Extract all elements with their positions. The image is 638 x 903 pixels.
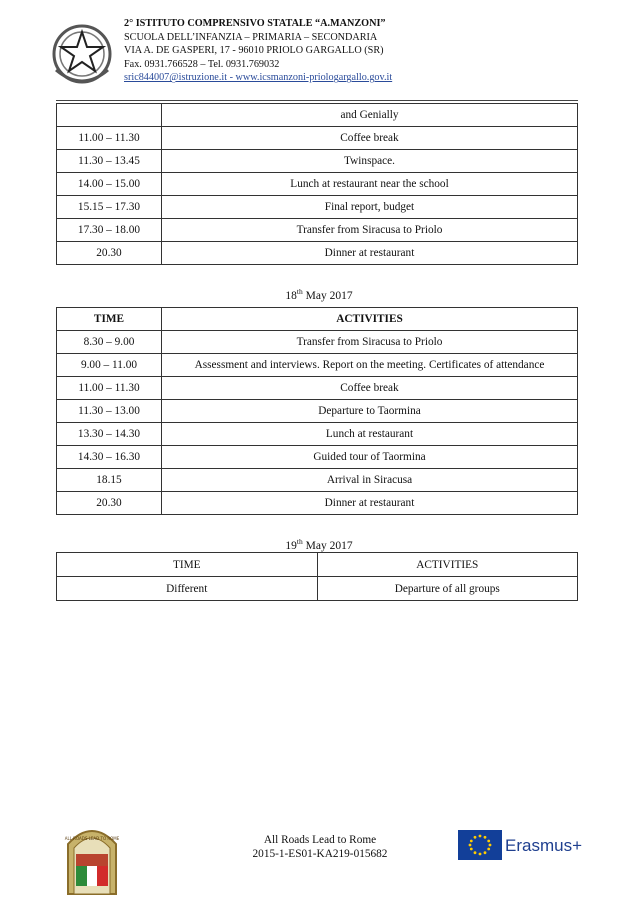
time-cell bbox=[57, 104, 162, 127]
project-info bbox=[200, 833, 440, 861]
time-cell: 20.30 bbox=[57, 492, 162, 515]
activity-cell: Coffee break bbox=[162, 127, 578, 150]
date-heading-18-may: 18th May 2017 bbox=[285, 287, 353, 302]
table-header-row bbox=[57, 308, 578, 331]
time-cell: 17.30 – 18.00 bbox=[57, 219, 162, 242]
table-row bbox=[57, 127, 578, 150]
time-cell: 11.00 – 11.30 bbox=[57, 377, 162, 400]
table-row bbox=[57, 196, 578, 219]
table-row bbox=[57, 219, 578, 242]
table-row bbox=[57, 400, 578, 423]
activity-cell: Assessment and interviews. Report on the meeting. Certificates of attendance bbox=[162, 354, 578, 377]
time-cell: 8.30 – 9.00 bbox=[57, 331, 162, 354]
activity-cell: Lunch at restaurant near the school bbox=[162, 173, 578, 196]
italian-republic-emblem-icon bbox=[50, 20, 114, 90]
activity-cell: Transfer from Siracusa to Priolo bbox=[162, 331, 578, 354]
table-row bbox=[57, 492, 578, 515]
table-row bbox=[57, 173, 578, 196]
school-type: SCUOLA DELL’INFANZIA – PRIMARIA – SECONDARIA bbox=[124, 31, 378, 43]
schedule-table-18-may bbox=[56, 307, 578, 515]
schedule-table-19-may bbox=[56, 552, 578, 601]
table-row bbox=[57, 446, 578, 469]
table-row bbox=[57, 354, 578, 377]
school-contact-link[interactable]: sric844007@istruzione.it - www.icsmanzoni-priologargallo.gov.it bbox=[124, 72, 393, 84]
table-row bbox=[57, 423, 578, 446]
time-cell: 11.30 – 13.45 bbox=[57, 150, 162, 173]
time-cell: 20.30 bbox=[57, 242, 162, 265]
header-activities: ACTIVITIES bbox=[162, 308, 578, 331]
activity-cell: Guided tour of Taormina bbox=[162, 446, 578, 469]
table-row bbox=[57, 242, 578, 265]
time-cell: 15.15 – 17.30 bbox=[57, 196, 162, 219]
eu-flag-icon bbox=[458, 830, 502, 860]
table-row bbox=[57, 150, 578, 173]
activity-cell: Transfer from Siracusa to Priolo bbox=[162, 219, 578, 242]
time-cell: 18.15 bbox=[57, 469, 162, 492]
all-roads-lead-to-rome-logo bbox=[62, 816, 122, 896]
activity-cell: Final report, budget bbox=[162, 196, 578, 219]
time-cell: 9.00 – 11.00 bbox=[57, 354, 162, 377]
header-divider bbox=[56, 100, 578, 101]
activity-cell: Departure to Taormina bbox=[162, 400, 578, 423]
activity-cell: Arrival in Siracusa bbox=[162, 469, 578, 492]
letterhead bbox=[40, 14, 600, 96]
date-heading-19-may: 19th May 2017 bbox=[285, 537, 353, 552]
activity-cell: Coffee break bbox=[162, 377, 578, 400]
header-time: TIME bbox=[57, 308, 162, 331]
school-address: VIA A. DE GASPERI, 17 - 96010 PRIOLO GARGALLO (SR) bbox=[124, 45, 384, 57]
project-title: All Roads Lead to Rome bbox=[263, 834, 377, 846]
activity-cell: Lunch at restaurant bbox=[162, 423, 578, 446]
schedule-table-continued bbox=[56, 103, 578, 265]
header-time: TIME bbox=[57, 553, 318, 577]
time-cell: 14.00 – 15.00 bbox=[57, 173, 162, 196]
school-name: 2° ISTITUTO COMPRENSIVO STATALE “A.MANZONI” bbox=[124, 18, 386, 29]
school-info bbox=[124, 17, 392, 85]
svg-text:ALL ROADS LEAD TO ROME: ALL ROADS LEAD TO ROME bbox=[64, 836, 120, 841]
activity-cell: and Genially bbox=[162, 104, 578, 127]
time-cell: 11.30 – 13.00 bbox=[57, 400, 162, 423]
time-cell: 13.30 – 14.30 bbox=[57, 423, 162, 446]
table-row bbox=[57, 104, 578, 127]
project-code: 2015-1-ES01-KA219-015682 bbox=[252, 848, 388, 860]
activity-cell: Dinner at restaurant bbox=[162, 492, 578, 515]
header-activities: ACTIVITIES bbox=[317, 553, 578, 577]
table-row bbox=[57, 577, 578, 601]
table-row bbox=[57, 469, 578, 492]
activity-cell: Departure of all groups bbox=[317, 577, 578, 601]
table-header-row bbox=[57, 553, 578, 577]
erasmus-plus-logo: Erasmus+ bbox=[505, 836, 582, 855]
time-cell: 11.00 – 11.30 bbox=[57, 127, 162, 150]
activity-cell: Twinspace. bbox=[162, 150, 578, 173]
activity-cell: Dinner at restaurant bbox=[162, 242, 578, 265]
table-row bbox=[57, 331, 578, 354]
table-row bbox=[57, 377, 578, 400]
time-cell: Different bbox=[57, 577, 318, 601]
school-phone: Fax. 0931.766528 – Tel. 0931.769032 bbox=[124, 58, 280, 70]
time-cell: 14.30 – 16.30 bbox=[57, 446, 162, 469]
